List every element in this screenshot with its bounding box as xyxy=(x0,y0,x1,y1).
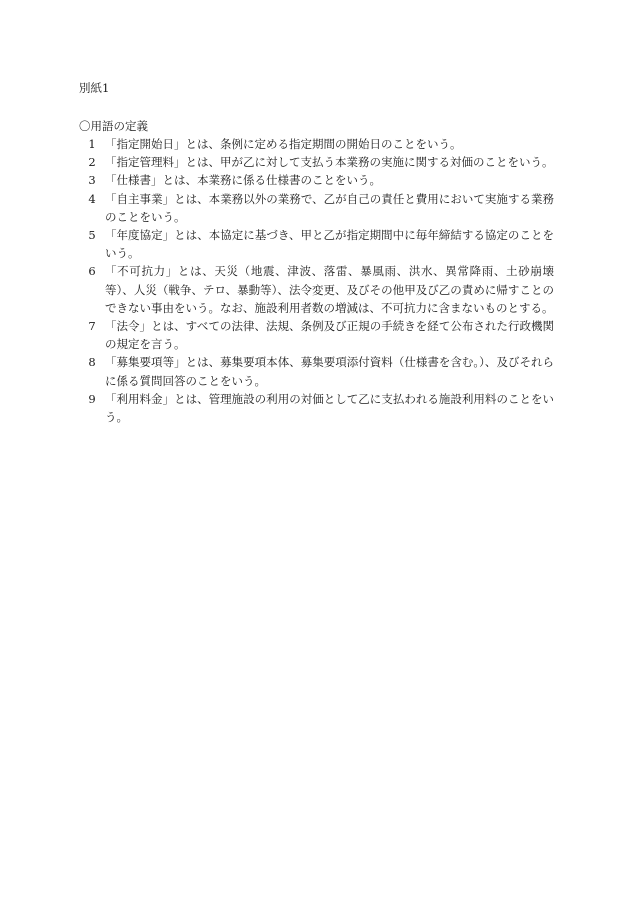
definition-text: 「仕様書」とは、本業務に係る仕様書のことをいう。 xyxy=(105,173,381,188)
definition-number: 1 xyxy=(88,137,96,151)
definition-number: 7 xyxy=(88,319,96,334)
definition-item xyxy=(79,153,554,171)
definition-item xyxy=(79,171,554,189)
definition-number: 8 xyxy=(88,355,96,370)
definition-text: 「年度協定」とは、本協定に基づき、甲と乙が指定期間中に毎年締結する協定のことをいう。 xyxy=(105,228,554,261)
definition-text: 「利用料金」とは、管理施設の利用の対価として乙に支払われる施設利用料のことをいう。 xyxy=(105,391,554,425)
definition-item xyxy=(79,190,554,226)
attachment-label: 別紙1 xyxy=(79,81,110,95)
definition-item xyxy=(79,390,554,426)
definition-text: 「募集要項等」とは、募集要項本体、募集要項添付資料（仕様書を含む。）、及びそれらに係る質問回答のことをいう。 xyxy=(105,355,554,388)
definition-text: 「法令」とは、すべての法律、法規、条例及び正規の手続きを経て公布された行政機関の規定を言う。 xyxy=(105,319,554,352)
definition-item xyxy=(79,262,554,317)
definition-number: 5 xyxy=(88,228,96,243)
definition-item xyxy=(79,353,554,389)
definition-number: 3 xyxy=(88,173,96,188)
section-heading: 〇用語の定義 xyxy=(79,119,148,133)
definition-number: 2 xyxy=(88,155,96,170)
definition-text: 「不可抗力」とは、天災（地震、津波、落雷、暴風雨、洪水、異常降雨、土砂崩壊等）、人災（戦争、テロ、暴動等）、法令変更、及びその他甲及び乙の責めに帰すことのできない事由をいう。なお、施設利用者数の増減は、不可抗力に含まないものとする。 xyxy=(105,264,554,315)
definition-number: 9 xyxy=(88,391,96,406)
definition-item xyxy=(79,317,554,353)
definition-text: 「指定開始日」とは、条例に定める指定期間の開始日のことをいう。 xyxy=(105,137,462,151)
definition-item xyxy=(79,135,554,153)
definition-text: 「自主事業」とは、本業務以外の業務で、乙が自己の責任と費用において実施する業務のことをいう。 xyxy=(105,191,554,224)
definition-number: 6 xyxy=(88,264,96,279)
definition-text: 「指定管理料」とは、甲が乙に対して支払う本業務の実施に関する対価のことをいう。 xyxy=(105,155,554,170)
definition-list xyxy=(79,135,554,426)
definition-number: 4 xyxy=(88,191,96,206)
definition-item xyxy=(79,226,554,262)
